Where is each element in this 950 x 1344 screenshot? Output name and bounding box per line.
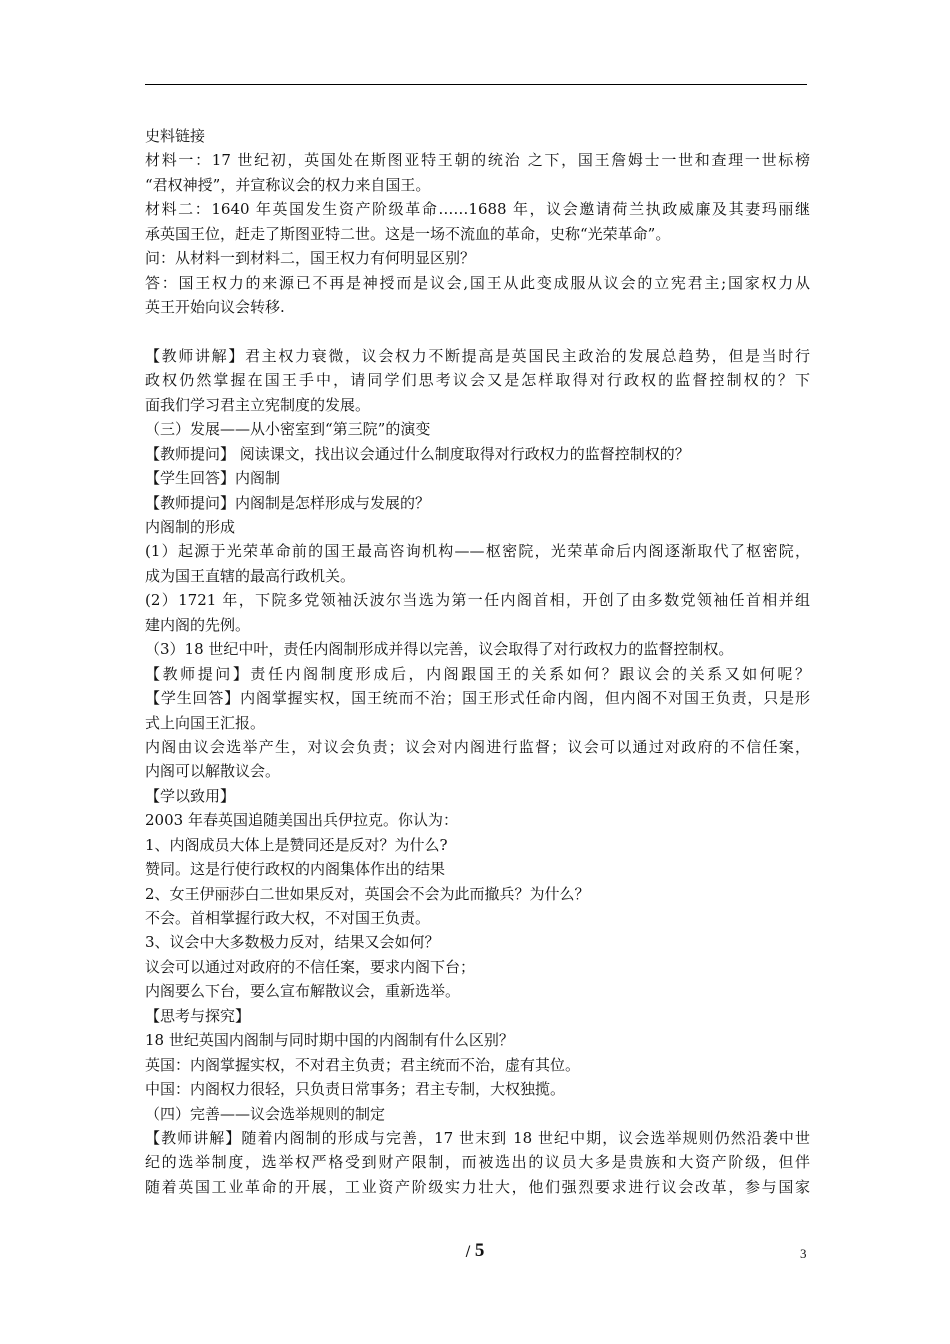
text-line: 【学以致用】 bbox=[145, 786, 236, 805]
text-line: 议会可以通过对政府的不信任案，要求内阁下台； bbox=[145, 957, 476, 976]
text-line bbox=[145, 320, 810, 344]
text-line: 材料二：1640 年英国发生资产阶级革命……1688 年，议会邀请荷兰执政威廉及其妻玛丽继 bbox=[145, 200, 810, 219]
page-total-number: 5 bbox=[474, 1240, 485, 1261]
text-line: 式上向国王汇报。 bbox=[145, 713, 266, 732]
text-line: （三）发展——从小密室到“第三院”的演变 bbox=[145, 420, 431, 439]
page-slash: / bbox=[465, 1244, 471, 1260]
text-line: 【教师讲解】随着内阁制的形成与完善，17 世末到 18 世纪中期，议会选举规则仍然沿袭中世 bbox=[145, 1128, 810, 1147]
header-rule bbox=[145, 84, 807, 85]
text-line: 不会。首相掌握行政大权，不对国王负责。 bbox=[145, 909, 431, 927]
text-line: 中国：内阁权力很轻，只负责日常事务；君主专制，大权独揽。 bbox=[145, 1080, 566, 1099]
text-line: 【学生回答】内阁掌握实权，国王统而不治；国王形式任命内阁，但内阁不对国王负责，只是形 bbox=[145, 689, 810, 708]
text-line: 内阁由议会选举产生，对议会负责；议会对内阁进行监督；议会可以通过对政府的不信任案， bbox=[145, 737, 810, 756]
text-line: 【教师讲解】君主权力衰微，议会权力不断提高是英国民主政治的发展总趋势，但是当时行 bbox=[145, 346, 810, 365]
text-line: 英王开始向议会转移. bbox=[145, 298, 285, 317]
text-line: 2、女王伊丽莎白二世如果反对，英国会不会为此而撤兵？为什么？ bbox=[145, 884, 590, 903]
text-line: 【思考与探究】 bbox=[145, 1006, 251, 1025]
text-line: “君权神授”，并宣称议会的权力来自国王。 bbox=[145, 175, 431, 194]
text-line: 承英国王位，赶走了斯图亚特二世。这是一场不流血的革命，史称“光荣革命”。 bbox=[145, 224, 671, 243]
text-line: (2）1721 年，下院多党领袖沃波尔当选为第一任内阁首相，开创了由多数党领袖任首相并组 bbox=[145, 591, 810, 610]
text-line: 赞同。这是行使行政权的内阁集体作出的结果 bbox=[145, 860, 446, 879]
text-line: 【教师提问】责任内阁制度形成后，内阁跟国王的关系如何？跟议会的关系又如何呢？ bbox=[145, 664, 810, 683]
text-line: 内阁要么下台，要么宣布解散议会，重新选举。 bbox=[145, 982, 461, 1001]
text-line: 问：从材料一到材料二，国王权力有何明显区别？ bbox=[145, 249, 476, 268]
text-line: 3、议会中大多数极力反对，结果又会如何？ bbox=[145, 933, 440, 952]
text-line: 面我们学习君主立宪制度的发展。 bbox=[145, 395, 371, 414]
text-line: （四）完善——议会选举规则的制定 bbox=[145, 1104, 386, 1123]
text-line: 成为国王直辖的最高行政机关。 bbox=[145, 566, 356, 585]
text-line: 18 世纪英国内阁制与同时期中国的内阁制有什么区别？ bbox=[145, 1031, 514, 1050]
text-line: 材料一：17 世纪初，英国处在斯图亚特王朝的统治 之下，国王詹姆士一世和查理一世标榜 bbox=[145, 151, 810, 170]
text-line: 随着英国工业革命的开展，工业资产阶级实力壮大，他们强烈要求进行议会改革，参与国家 bbox=[145, 1177, 810, 1196]
text-line: 内阁可以解散议会。 bbox=[145, 762, 281, 781]
text-line: 纪的选举制度，选举权严格受到财产限制，而被选出的议员大多是贵族和大资产阶级，但伴 bbox=[145, 1153, 810, 1172]
text-line: 【教师提问】 阅读课文，找出议会通过什么制度取得对行政权力的监督控制权的？ bbox=[145, 444, 690, 463]
text-line: 史料链接 bbox=[145, 127, 206, 145]
text-line: 2003 年春英国追随美国出兵伊拉克。你认为： bbox=[145, 811, 458, 830]
text-line: 政权仍然掌握在国王手中，请同学们思考议会又是怎样取得对行政权的监督控制权的？下 bbox=[145, 371, 810, 390]
text-line: （3）18 世纪中叶，责任内阁制形成并得以完善，议会取得了对行政权力的监督控制权。 bbox=[145, 640, 734, 659]
text-line: 1、内阁成员大体上是赞同还是反对？为什么? bbox=[145, 835, 448, 854]
text-line: 英国：内阁掌握实权，不对君主负责；君主统而不治，虚有其位。 bbox=[145, 1055, 581, 1074]
text-line: 内阁制的形成 bbox=[145, 518, 236, 536]
text-line: (1）起源于光荣革命前的国王最高咨询机构——枢密院，光荣革命后内阁逐渐取代了枢密院， bbox=[145, 542, 810, 561]
text-line: 答：国王权力的来源已不再是神授而是议会,国王从此变成服从议会的立宪君主;国家权力从 bbox=[145, 273, 810, 292]
page-number: 3 bbox=[800, 1246, 807, 1261]
text-line: 【学生回答】内阁制 bbox=[145, 469, 281, 488]
document-body bbox=[145, 124, 810, 1199]
text-line: 建内阁的先例。 bbox=[145, 615, 251, 634]
text-line: 【教师提问】内阁制是怎样形成与发展的？ bbox=[145, 493, 431, 512]
page-total bbox=[0, 1240, 950, 1262]
